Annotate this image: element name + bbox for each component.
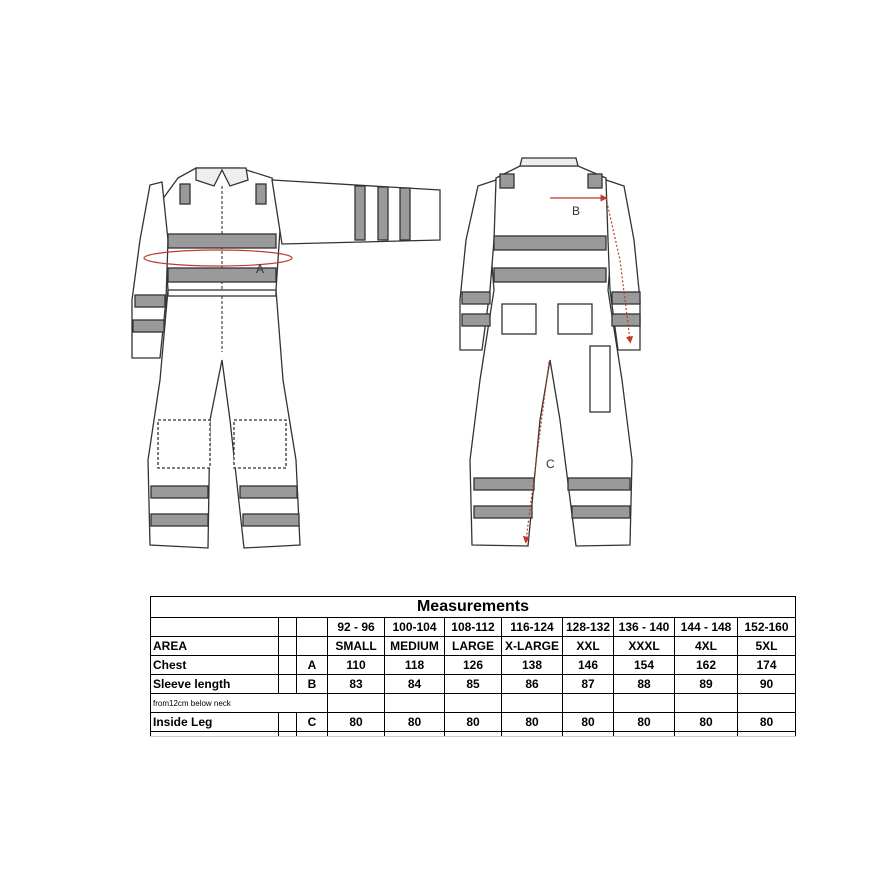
row-code: B: [297, 675, 328, 694]
front-sleeve-band-2: [378, 187, 388, 240]
range-cell: 100-104: [385, 618, 445, 637]
row-label: Sleeve length: [151, 675, 279, 694]
value-cell: 83: [328, 675, 385, 694]
back-band-shoulder: [500, 174, 514, 188]
value-cell: 126: [445, 656, 502, 675]
marker-c: C: [546, 457, 555, 471]
value-cell: 80: [445, 713, 502, 732]
title-row: [151, 597, 796, 618]
size-cell: 4XL: [675, 637, 738, 656]
value-cell: 174: [738, 656, 796, 675]
value-cell: 138: [502, 656, 563, 675]
measurements-table: [150, 596, 796, 737]
chest-range-row: [151, 618, 796, 637]
row-code: A: [297, 656, 328, 675]
value-cell: 80: [738, 713, 796, 732]
range-cell: 92 - 96: [328, 618, 385, 637]
area-label: AREA: [151, 637, 279, 656]
inside-leg-row: [151, 713, 796, 732]
sleeve-row: [151, 675, 796, 694]
size-row: [151, 637, 796, 656]
size-cell: XXXL: [614, 637, 675, 656]
value-cell: 86: [502, 675, 563, 694]
sleeve-note: from12cm below neck: [151, 694, 328, 713]
note-row: [151, 694, 796, 713]
value-cell: 88: [614, 675, 675, 694]
value-cell: 154: [614, 656, 675, 675]
value-cell: 89: [675, 675, 738, 694]
value-cell: 80: [328, 713, 385, 732]
range-cell: 108-112: [445, 618, 502, 637]
front-view: [132, 168, 440, 548]
value-cell: 110: [328, 656, 385, 675]
row-code: C: [297, 713, 328, 732]
size-cell: 5XL: [738, 637, 796, 656]
marker-b: B: [572, 204, 581, 218]
value-cell: 80: [675, 713, 738, 732]
value-cell: 118: [385, 656, 445, 675]
marker-a: A: [256, 262, 265, 276]
value-cell: 80: [502, 713, 563, 732]
size-cell: X-LARGE: [502, 637, 563, 656]
table-title: Measurements: [151, 597, 796, 618]
value-cell: 80: [563, 713, 614, 732]
range-cell: 116-124: [502, 618, 563, 637]
back-band-waist: [494, 268, 606, 282]
value-cell: 90: [738, 675, 796, 694]
range-cell: 128-132: [563, 618, 614, 637]
size-cell: MEDIUM: [385, 637, 445, 656]
front-band-chest: [168, 234, 276, 248]
range-cell: 136 - 140: [614, 618, 675, 637]
value-cell: 80: [385, 713, 445, 732]
back-view: [460, 158, 640, 546]
value-cell: 80: [614, 713, 675, 732]
size-cell: LARGE: [445, 637, 502, 656]
front-sleeve-band-1: [355, 186, 365, 240]
value-cell: 162: [675, 656, 738, 675]
blank-row: [151, 732, 796, 737]
value-cell: 146: [563, 656, 614, 675]
row-label: Inside Leg: [151, 713, 279, 732]
range-cell: 144 - 148: [675, 618, 738, 637]
value-cell: 85: [445, 675, 502, 694]
front-sleeve-band-3: [400, 188, 410, 240]
back-band-chest: [494, 236, 606, 250]
row-label: Chest: [151, 656, 279, 675]
size-cell: XXL: [563, 637, 614, 656]
value-cell: 87: [563, 675, 614, 694]
chest-row: [151, 656, 796, 675]
size-cell: SMALL: [328, 637, 385, 656]
range-cell: 152-160: [738, 618, 796, 637]
value-cell: 84: [385, 675, 445, 694]
